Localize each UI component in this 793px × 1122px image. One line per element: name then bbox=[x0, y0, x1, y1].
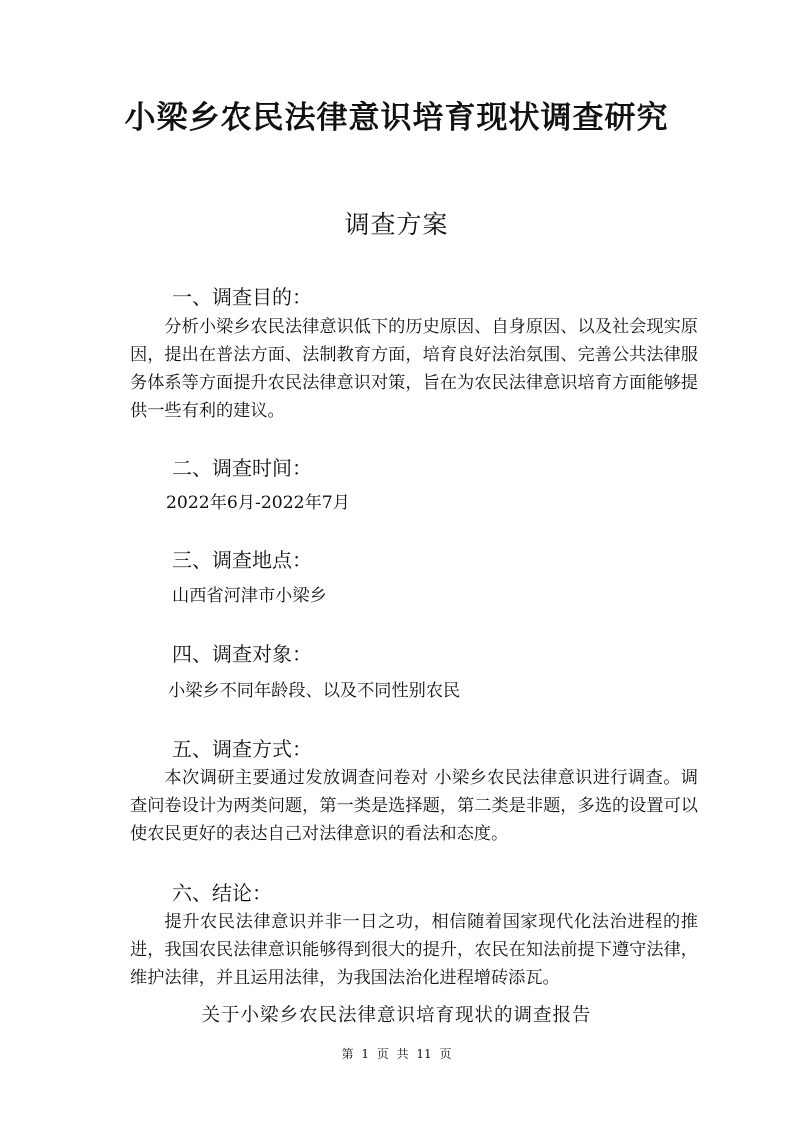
section-body-subjects: 小梁乡不同年龄段、以及不同性别农民 bbox=[168, 681, 461, 701]
section-heading-purpose: 一、调查目的： bbox=[172, 285, 312, 309]
document-subtitle: 调查方案 bbox=[344, 210, 449, 239]
section-body-location: 山西省河津市小梁乡 bbox=[172, 586, 327, 606]
section-heading-location: 三、调查地点： bbox=[172, 548, 312, 572]
page-footer: 第 1 页 共 11 页 bbox=[341, 1047, 452, 1061]
section-heading-conclusion: 六、结论： bbox=[172, 881, 272, 905]
report-title: 关于小梁乡农民法律意识培育现状的调查报告 bbox=[201, 1005, 592, 1026]
section-body-conclusion: 提升农民法律意识并非一日之功，相信随着国家现代化法治进程的推进，我国农民法律意识能够得到很大的提升，农民在知法前提下遵守法律，维护法律，并且运用法律，为我国法治化进程增砖添瓦。 bbox=[130, 912, 698, 988]
section-body-time: 2022年6月-2022年7月 bbox=[166, 493, 350, 513]
document-title: 小梁乡农民法律意识培育现状调查研究 bbox=[124, 100, 669, 136]
section-heading-method: 五、调查方式： bbox=[172, 737, 312, 761]
section-heading-subjects: 四、调查对象： bbox=[172, 642, 312, 666]
section-heading-time: 二、调查时间： bbox=[172, 456, 312, 480]
section-body-purpose: 分析小梁乡农民法律意识低下的历史原因、自身原因、以及社会现实原因，提出在普法方面、法制教育方面，培育良好法治氛围、完善公共法律服务体系等方面提升农民法律意识对策，旨在为农民法律意识培育方面能够提供一些有利的建议。 bbox=[130, 317, 698, 421]
section-body-method: 本次调研主要通过发放调查问卷对 小梁乡农民法律意识进行调查。调查问卷设计为两类问题，第一类是选择题，第二类是非题，多选的设置可以使农民更好的表达自己对法律意识的看法和态度。 bbox=[130, 768, 698, 844]
